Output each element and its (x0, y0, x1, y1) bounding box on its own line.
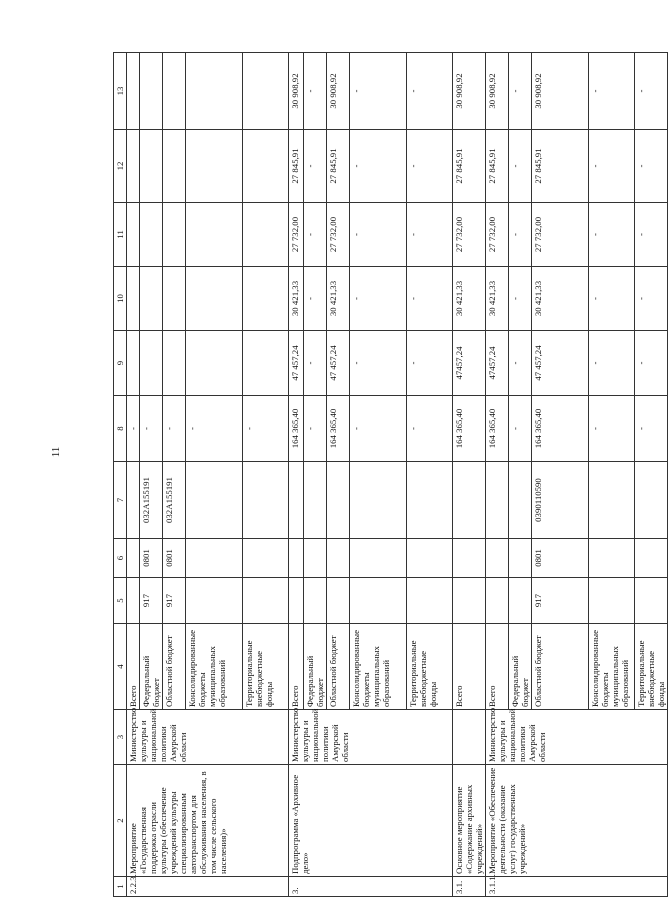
header-cell: 6 (114, 539, 127, 578)
table-cell (186, 331, 243, 396)
header-cell: 13 (114, 53, 127, 130)
table-cell: 0801 (163, 539, 186, 578)
table-cell (304, 578, 327, 624)
table-cell: Министерство культуры и национальной политики Амурской области (486, 710, 668, 765)
table-cell: - (509, 130, 532, 203)
table-header-row (114, 53, 127, 897)
table-cell: 164 365,40 (453, 396, 486, 462)
table-cell (509, 539, 532, 578)
table-cell: - (407, 331, 453, 396)
table-cell: Подпрограмма «Архивное дело» (289, 765, 453, 877)
table-cell: Областной бюджет (163, 624, 186, 710)
table-cell: 27 732,00 (327, 203, 350, 267)
table-cell: 30 908,92 (532, 53, 589, 130)
budget-table-wrapper (113, 53, 666, 897)
table-cell: - (186, 396, 243, 462)
table-cell: 917 (532, 578, 589, 624)
table-cell: 47457,24 (453, 331, 486, 396)
table-cell: - (407, 53, 453, 130)
table-cell: 47 457,24 (327, 331, 350, 396)
table-cell: - (635, 331, 668, 396)
table-cell: Консолидированные бюджеты муниципальных образований (589, 624, 635, 710)
table-cell (486, 462, 509, 539)
table-cell (140, 53, 163, 130)
table-cell (140, 331, 163, 396)
table-cell: - (140, 396, 163, 462)
table-cell (163, 130, 186, 203)
table-cell: Мероприятие «Государственная поддержка отрасли культуры (обеспечение учреждений культуры специализированным автотранспортом для обслуживания населения, в том числе сельского населения)» (127, 765, 289, 877)
table-cell: Территориальные внебюджетные фонды (243, 624, 289, 710)
table-cell: 47457,24 (486, 331, 509, 396)
table-cell: 032A155191 (140, 462, 163, 539)
table-cell (289, 462, 304, 539)
header-cell: 8 (114, 396, 127, 462)
table-cell: - (304, 396, 327, 462)
table-cell: - (304, 203, 327, 267)
table-cell: Федеральный бюджет (140, 624, 163, 710)
budget-table (113, 52, 668, 897)
table-cell (186, 578, 243, 624)
table-cell: 3. (289, 877, 453, 897)
table-cell: - (589, 267, 635, 331)
table-cell: Основное мероприятие «Содержание архивных учреждений» (453, 765, 486, 877)
table-cell (243, 130, 289, 203)
table-cell: - (163, 396, 186, 462)
table-cell (163, 203, 186, 267)
table-cell: - (635, 203, 668, 267)
table-cell: - (304, 267, 327, 331)
table-cell: 27 845,91 (532, 130, 589, 203)
table-cell: Областной бюджет (532, 624, 589, 710)
header-cell: 9 (114, 331, 127, 396)
table-cell: Министерство культуры и национальной политики Амурской области (127, 710, 289, 765)
table-cell: - (350, 267, 407, 331)
table-cell (243, 578, 289, 624)
table-cell (589, 462, 635, 539)
table-cell (243, 331, 289, 396)
table-cell (453, 710, 486, 765)
table-cell: - (589, 396, 635, 462)
table-cell (186, 130, 243, 203)
table-cell (163, 267, 186, 331)
table-cell: - (509, 396, 532, 462)
table-cell: - (509, 53, 532, 130)
table-cell (243, 462, 289, 539)
table-cell (486, 578, 509, 624)
table-cell (327, 578, 350, 624)
table-cell: 164 365,40 (486, 396, 509, 462)
table-cell (127, 130, 140, 203)
table-row (127, 53, 140, 897)
table-cell: 30 421,33 (453, 267, 486, 331)
table-cell (186, 462, 243, 539)
table-cell (350, 462, 407, 539)
table-cell: - (407, 203, 453, 267)
table-cell (289, 578, 304, 624)
table-cell: Всего (127, 624, 140, 710)
table-cell: - (350, 203, 407, 267)
table-cell (304, 462, 327, 539)
table-cell: 27 732,00 (486, 203, 509, 267)
table-cell (407, 539, 453, 578)
table-cell: 27 732,00 (289, 203, 304, 267)
table-cell: - (350, 396, 407, 462)
table-cell: Мероприятие «Обеспечение деятельности (оказание услуг) государственных учреждений» (486, 765, 668, 877)
table-cell: - (635, 267, 668, 331)
table-cell (350, 539, 407, 578)
table-cell: Консолидированные бюджеты муниципальных образований (186, 624, 243, 710)
table-cell: 917 (163, 578, 186, 624)
table-cell: 47 457,24 (532, 331, 589, 396)
table-cell: - (589, 53, 635, 130)
table-cell: 27 732,00 (532, 203, 589, 267)
table-cell: - (304, 331, 327, 396)
table-cell (635, 539, 668, 578)
table-row (453, 53, 486, 897)
table-cell: - (589, 331, 635, 396)
table-cell: 27 732,00 (453, 203, 486, 267)
table-cell: 0390110590 (532, 462, 589, 539)
header-cell: 10 (114, 267, 127, 331)
table-cell: - (509, 203, 532, 267)
table-cell (327, 462, 350, 539)
table-cell: 164 365,40 (327, 396, 350, 462)
table-cell: - (509, 267, 532, 331)
table-cell (453, 462, 486, 539)
header-cell: 11 (114, 203, 127, 267)
table-cell (509, 462, 532, 539)
table-cell (186, 53, 243, 130)
page-number: 11 (50, 446, 62, 458)
table-cell (243, 267, 289, 331)
table-cell: - (589, 203, 635, 267)
table-cell: Всего (289, 624, 304, 710)
table-cell: - (350, 130, 407, 203)
table-cell (140, 203, 163, 267)
table-cell: - (635, 53, 668, 130)
table-cell (589, 539, 635, 578)
table-cell: 3.1.1. (486, 877, 668, 897)
table-cell: Федеральный бюджет (509, 624, 532, 710)
table-cell: 032A155191 (163, 462, 186, 539)
header-cell: 7 (114, 462, 127, 539)
table-cell: 27 845,91 (289, 130, 304, 203)
table-cell: - (635, 396, 668, 462)
table-cell (127, 578, 140, 624)
header-cell: 3 (114, 710, 127, 765)
table-cell: - (243, 396, 289, 462)
table-cell: Консолидированные бюджеты муниципальных образований (350, 624, 407, 710)
table-cell: 0801 (140, 539, 163, 578)
table-cell (635, 462, 668, 539)
table-cell (127, 203, 140, 267)
table-cell (327, 539, 350, 578)
header-cell: 2 (114, 765, 127, 877)
table-cell (243, 539, 289, 578)
table-cell (243, 203, 289, 267)
table-cell (140, 130, 163, 203)
table-cell: 2.2.3. (127, 877, 289, 897)
table-row (289, 53, 304, 897)
table-cell: 0801 (532, 539, 589, 578)
table-cell (486, 539, 509, 578)
table-row (486, 53, 509, 897)
table-cell: 30 908,92 (486, 53, 509, 130)
table-cell: 164 365,40 (289, 396, 304, 462)
table-cell (635, 578, 668, 624)
table-cell (289, 539, 304, 578)
table-cell (453, 578, 486, 624)
header-cell: 12 (114, 130, 127, 203)
table-cell: Всего (486, 624, 509, 710)
table-cell (509, 578, 532, 624)
table-cell: Областной бюджет (327, 624, 350, 710)
table-cell: - (635, 130, 668, 203)
table-cell: - (407, 267, 453, 331)
table-cell (127, 331, 140, 396)
table-cell: 30 421,33 (532, 267, 589, 331)
table-cell: 47 457,24 (289, 331, 304, 396)
table-cell: 27 845,91 (486, 130, 509, 203)
header-cell: 1 (114, 877, 127, 897)
table-cell (127, 539, 140, 578)
table-cell: - (589, 130, 635, 203)
table-cell (127, 267, 140, 331)
table-cell (127, 462, 140, 539)
table-cell: 27 845,91 (327, 130, 350, 203)
table-cell (453, 539, 486, 578)
table-cell: Министерство культуры и национальной политики Амурской области (289, 710, 453, 765)
table-cell: 27 845,91 (453, 130, 486, 203)
table-cell: Федеральный бюджет (304, 624, 327, 710)
table-cell (589, 578, 635, 624)
table-cell (163, 331, 186, 396)
table-cell: 30 908,92 (453, 53, 486, 130)
table-cell: Территориальные внебюджетные фонды (635, 624, 668, 710)
table-cell (140, 267, 163, 331)
table-cell: - (509, 331, 532, 396)
header-cell: 4 (114, 624, 127, 710)
table-cell: 3.1. (453, 877, 486, 897)
table-cell (304, 539, 327, 578)
table-cell: - (350, 53, 407, 130)
table-cell: 30 421,33 (486, 267, 509, 331)
table-cell: 30 421,33 (327, 267, 350, 331)
table-cell: - (304, 130, 327, 203)
table-cell: - (127, 396, 140, 462)
table-cell (407, 462, 453, 539)
table-cell (407, 578, 453, 624)
table-cell: 30 908,92 (289, 53, 304, 130)
table-cell (243, 53, 289, 130)
table-cell: - (407, 396, 453, 462)
table-cell: Всего (453, 624, 486, 710)
table-cell (186, 267, 243, 331)
table-cell: 164 365,40 (532, 396, 589, 462)
table-cell: - (407, 130, 453, 203)
table-cell (350, 578, 407, 624)
header-cell: 5 (114, 578, 127, 624)
table-cell: - (304, 53, 327, 130)
table-cell (127, 53, 140, 130)
table-cell (163, 53, 186, 130)
table-cell: 30 421,33 (289, 267, 304, 331)
table-cell: Территориальные внебюджетные фонды (407, 624, 453, 710)
table-cell: 917 (140, 578, 163, 624)
table-cell (186, 539, 243, 578)
table-cell (186, 203, 243, 267)
table-cell: - (350, 331, 407, 396)
table-cell: 30 908,92 (327, 53, 350, 130)
